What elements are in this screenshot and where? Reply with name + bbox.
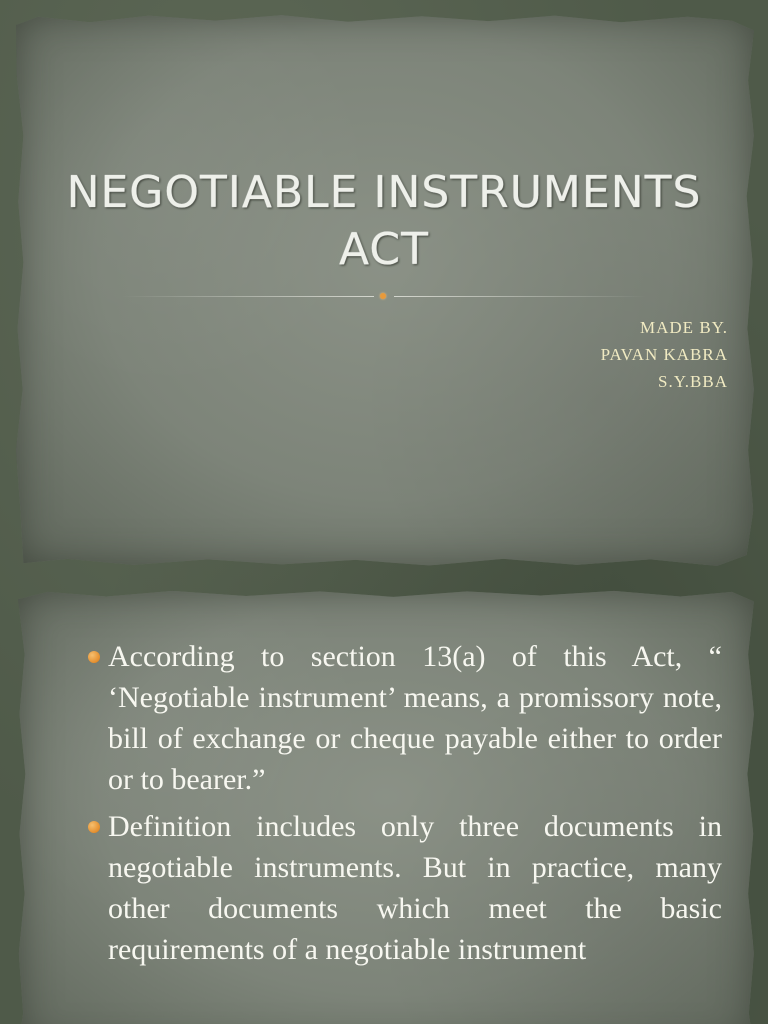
author-block (601, 314, 728, 395)
bullet-text: According to section 13(a) of this Act, “ ‘Negotiable instrument’ means, a promissory note, bill of exchange or cheque payable either to order or to bearer.” (108, 640, 722, 796)
bullet-item (88, 806, 722, 970)
bullet-text: Definition includes only three documents in negotiable instruments. But in practice, many other documents which meet the basic requirements of a negotiable instrument (108, 810, 722, 966)
divider-line-left (122, 296, 374, 297)
bullet-dot-icon (88, 821, 100, 833)
title-line-1: NEGOTIABLE INSTRUMENTS (66, 167, 702, 218)
divider-line-right (394, 296, 646, 297)
author-made-by: MADE BY. (640, 318, 728, 337)
paper-background (16, 14, 754, 566)
title-divider (122, 296, 646, 298)
title-line-2: ACT (339, 224, 429, 275)
definition-slide (0, 576, 768, 1024)
author-name: PAVAN KABRA (600, 345, 728, 364)
slide-title (40, 164, 728, 278)
bullet-dot-icon (88, 651, 100, 663)
bullet-item (88, 636, 722, 800)
author-class: S.Y.BBA (658, 372, 728, 391)
bullet-list (88, 636, 722, 976)
divider-dot (380, 293, 386, 299)
